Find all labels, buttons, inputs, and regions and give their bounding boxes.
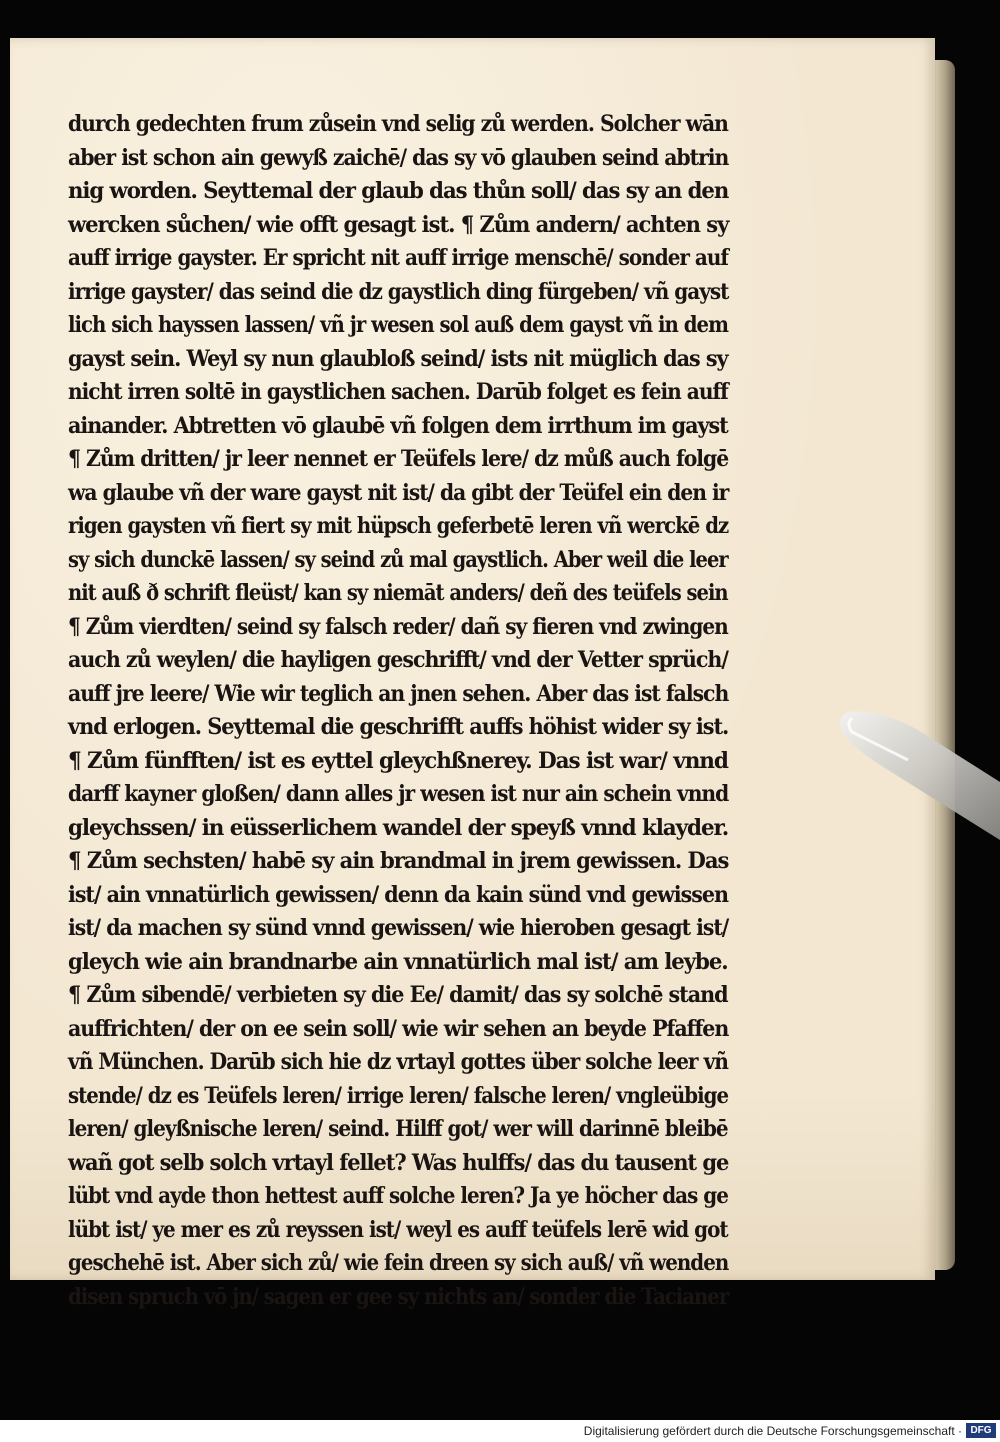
text-line: ¶ Zům vierdten/ seind sy falsch reder/ dañ sy fieren vnd zwingen	[68, 613, 728, 640]
text-line: ist/ da machen sy sünd vnnd gewissen/ wie hieroben gesagt ist/	[68, 915, 729, 941]
text-line: ainander. Abtretten vō glaubē vñ folgen dem irrthum im gayst	[68, 412, 728, 439]
text-line: irrige gayster/ das seind die dz gaystlich ding fürgeben/ vñ gayst	[68, 278, 729, 305]
text-line: lich sich hayssen lassen/ vñ jr wesen sol auß dem gayst vñ in dem	[68, 312, 728, 338]
text-line: nicht irren soltē in gaystlichen sachen. Darūb folget es fein auff	[68, 379, 728, 405]
text-line: nit auß ð schrift fleüst/ kan sy niemāt anders/ deñ des teüfels sein	[68, 580, 728, 606]
text-line: rigen gaysten vñ fiert sy mit hüpsch geferbetē leren vñ werckē dz	[68, 513, 729, 539]
text-line: darff kayner gloßen/ dann alles jr wesen ist nur ain schein vnnd	[68, 781, 729, 807]
text-line: auch zů weylen/ die hayligen geschrifft/ vnd der Vetter sprüch/	[68, 647, 728, 673]
text-line: gayst sein. Weyl sy nun glaubloß seind/ ists nit müglich das sy	[68, 345, 728, 372]
glass-clip	[828, 690, 1000, 840]
text-line: durch gedechten frum zůsein vnd selig zů werden. Solcher wān	[68, 111, 728, 137]
text-line: vnd erlogen. Seyttemal die geschrifft auffs höhist wider sy ist.	[68, 714, 729, 740]
text-line: wañ got selb solch vrtayl fellet? Was hulffs/ das du tausent ge	[68, 1149, 729, 1176]
text-line: ist/ ain vnnatürlich gewissen/ denn da kain sünd vnd gewissen	[68, 881, 728, 908]
text-line: wa glaube vñ der ware gayst nit ist/ da gibt der Teüfel ein den ir	[68, 479, 729, 506]
text-line: aber ist schon ain gewyß zaichē/ das sy vō glauben seind abtrin	[68, 144, 729, 171]
dfg-logo: DFG	[966, 1423, 996, 1438]
text-line: leren/ gleyßnische leren/ seind. Hilff got/ wer will darinnē bleibē	[68, 1116, 728, 1142]
book-page	[10, 38, 935, 1310]
text-line: stende/ dz es Teüfels leren/ irrige leren/ falsche leren/ vngleübige	[68, 1082, 729, 1109]
text-line: ¶ Zům sechsten/ habē sy ain brandmal in jrem gewissen. Das	[68, 848, 729, 874]
text-line: auffrichten/ der on ee sein soll/ wie wir sehen an beyde Pfaffen	[68, 1015, 729, 1042]
footer-credit: Digitalisierung gefördert durch die Deutsche Forschungsgemeinschaft ·	[583, 1424, 962, 1438]
text-line: ¶ Zům fünfften/ ist es eyttel gleychßnerey. Das ist war/ vnnd	[68, 747, 728, 774]
text-block	[68, 108, 728, 1314]
text-line: lübt ist/ ye mer es zů reyssen ist/ weyl es auff teüfels lerē wid got	[68, 1216, 728, 1243]
text-line: wercken sůchen/ wie offt gesagt ist. ¶ Zům andern/ achten sy	[68, 211, 729, 238]
text-line: sy sich dunckē lassen/ sy seind zů mal gaystlich. Aber weil die leer	[68, 546, 728, 573]
text-line: nig worden. Seyttemal der glaub das thůn soll/ das sy an den	[68, 178, 729, 204]
text-line: gleych wie ain brandnarbe ain vnnatürlich mal ist/ am leybe.	[68, 948, 728, 975]
text-line: vñ München. Darūb sich hie dz vrtayl gottes über solche leer vñ	[68, 1049, 728, 1075]
text-line: disen spruch vō jn/ sagen er gee sy nichts an/ sonder die Tacianer	[68, 1283, 729, 1310]
text-line: geschehē ist. Aber sich zů/ wie fein dreen sy sich auß/ vñ wenden	[68, 1250, 729, 1276]
text-line: auff jre leere/ Wie wir teglich an jnen sehen. Aber das ist falsch	[68, 680, 729, 707]
text-line: ¶ Zům dritten/ jr leer nennet er Teüfels lere/ dz můß auch folgē	[68, 446, 729, 472]
footer-bar	[0, 1420, 1000, 1442]
text-line: ¶ Zům sibendē/ verbieten sy die Ee/ damit/ das sy solchē stand	[68, 982, 728, 1008]
text-line: auff irrige gayster. Er spricht nit auff irrige menschē/ sonder auf	[68, 245, 728, 271]
text-line: lübt vnd ayde thon hettest auff solche leren? Ja ye höcher das ge	[68, 1183, 728, 1209]
text-line: gleychssen/ in eüsserlichem wandel der speyß vnnd klayder.	[68, 814, 729, 841]
